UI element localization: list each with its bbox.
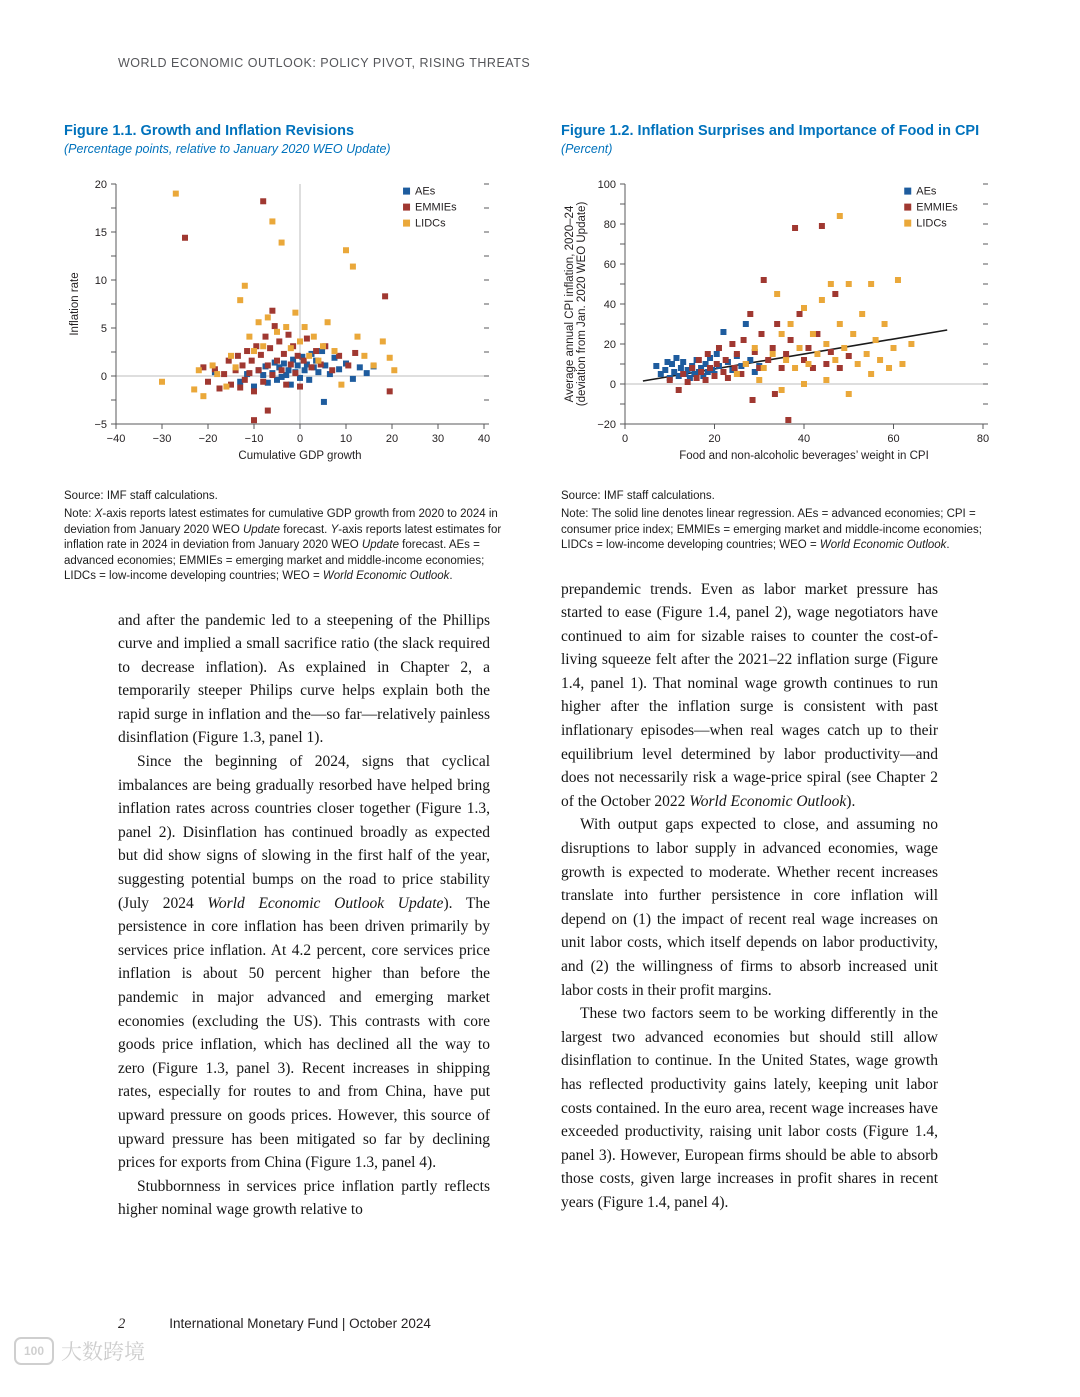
svg-text:−30: −30 <box>152 433 172 445</box>
svg-text:40: 40 <box>603 299 616 311</box>
svg-text:80: 80 <box>603 219 616 231</box>
series-EMMIEs <box>667 223 852 423</box>
svg-text:20: 20 <box>385 433 399 445</box>
figure-1-2-title: Figure 1.2. Inflation Surprises and Importance of Food in CPI <box>561 123 980 139</box>
figure-1-2-subtitle: (Percent) <box>561 142 613 156</box>
italic-text-run: Y <box>330 523 339 536</box>
paragraph <box>561 813 938 1002</box>
body-text-left <box>118 609 490 1222</box>
series-LIDCs <box>734 213 915 397</box>
text-run: -axis reports latest estimates for cumulative GDP growth from 2020 to 2024 in deviation from January 2020 WEO <box>64 508 498 536</box>
svg-text:0: 0 <box>100 371 107 383</box>
svg-text:(deviation from Jan. 2020 WEO: (deviation from Jan. 2020 WEO Update) <box>576 201 588 407</box>
inflation-food-cpi-chart <box>561 172 991 474</box>
text-run: Stubbornness in services price inflation partly reflects higher nominal wage growth relative to <box>118 1177 490 1219</box>
chart-legend <box>403 186 457 230</box>
text-run: forecast. AEs = advanced economies; EMMIEs = emerging market and middle-income economies; LIDCs = low-income developing countries; WEO = <box>64 539 485 582</box>
legend-swatch-AEs <box>403 188 410 195</box>
text-run: . <box>449 570 453 582</box>
italic-text-run: World Economic Outlook <box>689 792 847 810</box>
svg-text:0: 0 <box>296 433 304 445</box>
text-run: Note: <box>64 508 95 520</box>
svg-text:40: 40 <box>477 433 491 445</box>
italic-text-run: World Economic Outlook <box>322 570 450 582</box>
svg-text:0: 0 <box>609 379 616 391</box>
svg-text:15: 15 <box>94 227 107 239</box>
paragraph <box>118 609 490 751</box>
text-run: . <box>946 539 950 551</box>
watermark-text: 大数跨境 <box>61 1341 145 1364</box>
text-run: -axis reports latest estimates for inflation rate in 2024 in deviation from January 2020 WEO <box>64 523 502 551</box>
watermark <box>14 1336 145 1366</box>
svg-text:Food and non-alcoholic beverag: Food and non-alcoholic beverages’ weight in CPI <box>679 450 929 462</box>
italic-text-run: Update <box>242 523 281 536</box>
text-run: forecast. <box>280 523 331 536</box>
svg-text:10: 10 <box>339 433 353 445</box>
text-run: These two factors seem to be working differently in the largest two advanced economies but should still allow disinflation to continue. In the United States, wage growth has reflected productivity gains lately, keeping unit labor costs contained. In the euro area, recent wage increases have exceeded productivity, raising unit labor costs (Figure 1.4, panel 3). However, European firms should be able to absorb those costs, given large increases in profit shares in recent years (Figure 1.4, panel 4). <box>561 1005 938 1211</box>
svg-text:Cumulative GDP growth: Cumulative GDP growth <box>238 450 362 462</box>
svg-text:Inflation rate: Inflation rate <box>69 272 81 336</box>
svg-text:LIDCs: LIDCs <box>415 217 446 230</box>
running-head: WORLD ECONOMIC OUTLOOK: POLICY PIVOT, RISING THREATS <box>118 56 531 70</box>
legend-swatch-LIDCs <box>904 220 911 227</box>
text-run: Since the beginning of 2024, signs that cyclical imbalances are being gradually resorbed have helped bring inflation rates across countries closer together (Figure 1.3, panel 2). Disinflation has continued broadly as expected but did show signs of slowing in the first half of the year, suggesting potential bumps on the road to price stability (July 2024 <box>118 753 490 912</box>
svg-text:5: 5 <box>100 323 107 335</box>
paragraph <box>561 1002 938 1214</box>
svg-text:100: 100 <box>597 179 616 191</box>
figure-1-1 <box>64 122 519 585</box>
paragraph <box>118 1175 490 1222</box>
svg-text:AEs: AEs <box>916 185 937 198</box>
series-EMMIEs <box>182 198 393 423</box>
regression-line <box>643 330 947 381</box>
svg-text:10: 10 <box>94 275 107 287</box>
italic-text-run: X <box>94 508 103 520</box>
svg-text:20: 20 <box>94 179 107 191</box>
text-run: ). The persistence in core inflation has been driven primarily by services price inflation. At 4.2 percent, core services price inflation is about 50 percent higher than before the pandemic in major advanced and emerging market economies (excluding the US). This contrasts with core goods price inflation, which has declined all the way to zero (Figure 1.3, panel 3). Recent increases in shipping rates, especially for routes to and from China, have put upward pressure on goods prices. However, this source of upward pressure has been mitigated so far by declining prices for exports from China (Figure 1.3, panel 4). <box>118 894 491 1172</box>
figure-1-2-note <box>561 507 1016 554</box>
svg-text:60: 60 <box>887 433 900 445</box>
svg-text:60: 60 <box>603 259 616 271</box>
body-text-right <box>561 578 938 1215</box>
page-content <box>64 122 1016 1222</box>
svg-text:30: 30 <box>431 433 445 445</box>
chart-legend <box>904 186 958 230</box>
page-number: 2 <box>118 1316 126 1332</box>
svg-text:−5: −5 <box>94 419 107 431</box>
svg-text:EMMIEs: EMMIEs <box>415 201 457 214</box>
text-run: With output gaps expected to close, and assuming no disruptions to labor supply in advanced economies, wage growth is expected to moderate. Whether recent increases translate into further persistence in core inflation will depend on (1) the impact of recent real wage increases on unit labor costs, which itself depends on labor productivity, and (2) the willingness of firms to absorb increased unit labor costs in their profit margins. <box>561 816 938 999</box>
legend-swatch-EMMIEs <box>403 204 410 211</box>
svg-text:0: 0 <box>621 433 629 445</box>
text-run: and after the pandemic led to a steepening of the Phillips curve and implied a small sacrifice ratio (the slack required to decrease inflation). As explained in Chapter 2, a temporarily steeper Philips curve helps explain both the rapid surge in inflation and the—so far—relatively painless disinflation (Figure 1.3, panel 1). <box>118 611 490 747</box>
watermark-logo-icon: 100 <box>14 1337 54 1365</box>
left-column <box>64 122 519 1222</box>
page-footer <box>118 1316 431 1333</box>
svg-text:Average annual CPI inflation,: Average annual CPI inflation, 2020–24 <box>564 205 576 403</box>
figure-1-2 <box>561 122 1016 554</box>
svg-text:−20: −20 <box>198 433 218 445</box>
figure-1-1-source: Source: IMF staff calculations. <box>64 490 218 502</box>
legend-swatch-AEs <box>904 188 911 195</box>
footer-text: International Monetary Fund | October 2024 <box>169 1316 431 1331</box>
text-run: ). <box>846 792 856 810</box>
svg-text:−40: −40 <box>106 433 126 445</box>
svg-text:20: 20 <box>708 433 721 445</box>
svg-text:80: 80 <box>976 433 990 445</box>
svg-text:40: 40 <box>797 433 811 445</box>
legend-swatch-LIDCs <box>403 220 410 227</box>
paragraph <box>118 750 490 1175</box>
italic-text-run: World Economic Outlook <box>819 539 947 551</box>
svg-text:LIDCs: LIDCs <box>916 217 947 230</box>
svg-text:EMMIEs: EMMIEs <box>916 201 958 214</box>
growth-inflation-revisions-chart <box>64 172 494 474</box>
figure-1-1-subtitle: (Percentage points, relative to January 2020 WEO Update) <box>64 142 391 156</box>
paragraph <box>561 578 938 814</box>
svg-text:20: 20 <box>603 339 616 351</box>
figure-1-1-title: Figure 1.1. Growth and Inflation Revisions <box>64 123 355 139</box>
figure-1-2-source: Source: IMF staff calculations. <box>561 490 715 502</box>
figure-1-1-note <box>64 507 519 585</box>
legend-swatch-EMMIEs <box>904 204 911 211</box>
italic-text-run: Update <box>361 539 399 551</box>
right-column <box>561 122 1016 1222</box>
text-run: Note: The solid line denotes linear regression. AEs = advanced economies; CPI = consumer price index; EMMIEs = emerging market and middle-income economies; LIDCs = low-income developing countries; WEO = <box>561 508 982 551</box>
italic-text-run: World Economic Outlook Update <box>207 894 444 912</box>
svg-text:−10: −10 <box>244 433 264 445</box>
svg-text:−20: −20 <box>597 419 616 431</box>
svg-text:AEs: AEs <box>415 185 436 198</box>
text-run: prepandemic trends. Even as labor market pressure has started to ease (Figure 1.4, panel 2), wage negotiators have continued to aim for sizable raises to counter the cost-of-living squeeze felt after the 2021–22 inflation surge (Figure 1.4, panel 1). That nominal wage growth continues to run higher after the inflation surge is consistent with past inflationary episodes—when real wages catch up to their equilibrium level determined by labor productivity—and does not necessarily risk a wage-price spiral (see Chapter 2 of the October 2022 <box>561 580 938 810</box>
